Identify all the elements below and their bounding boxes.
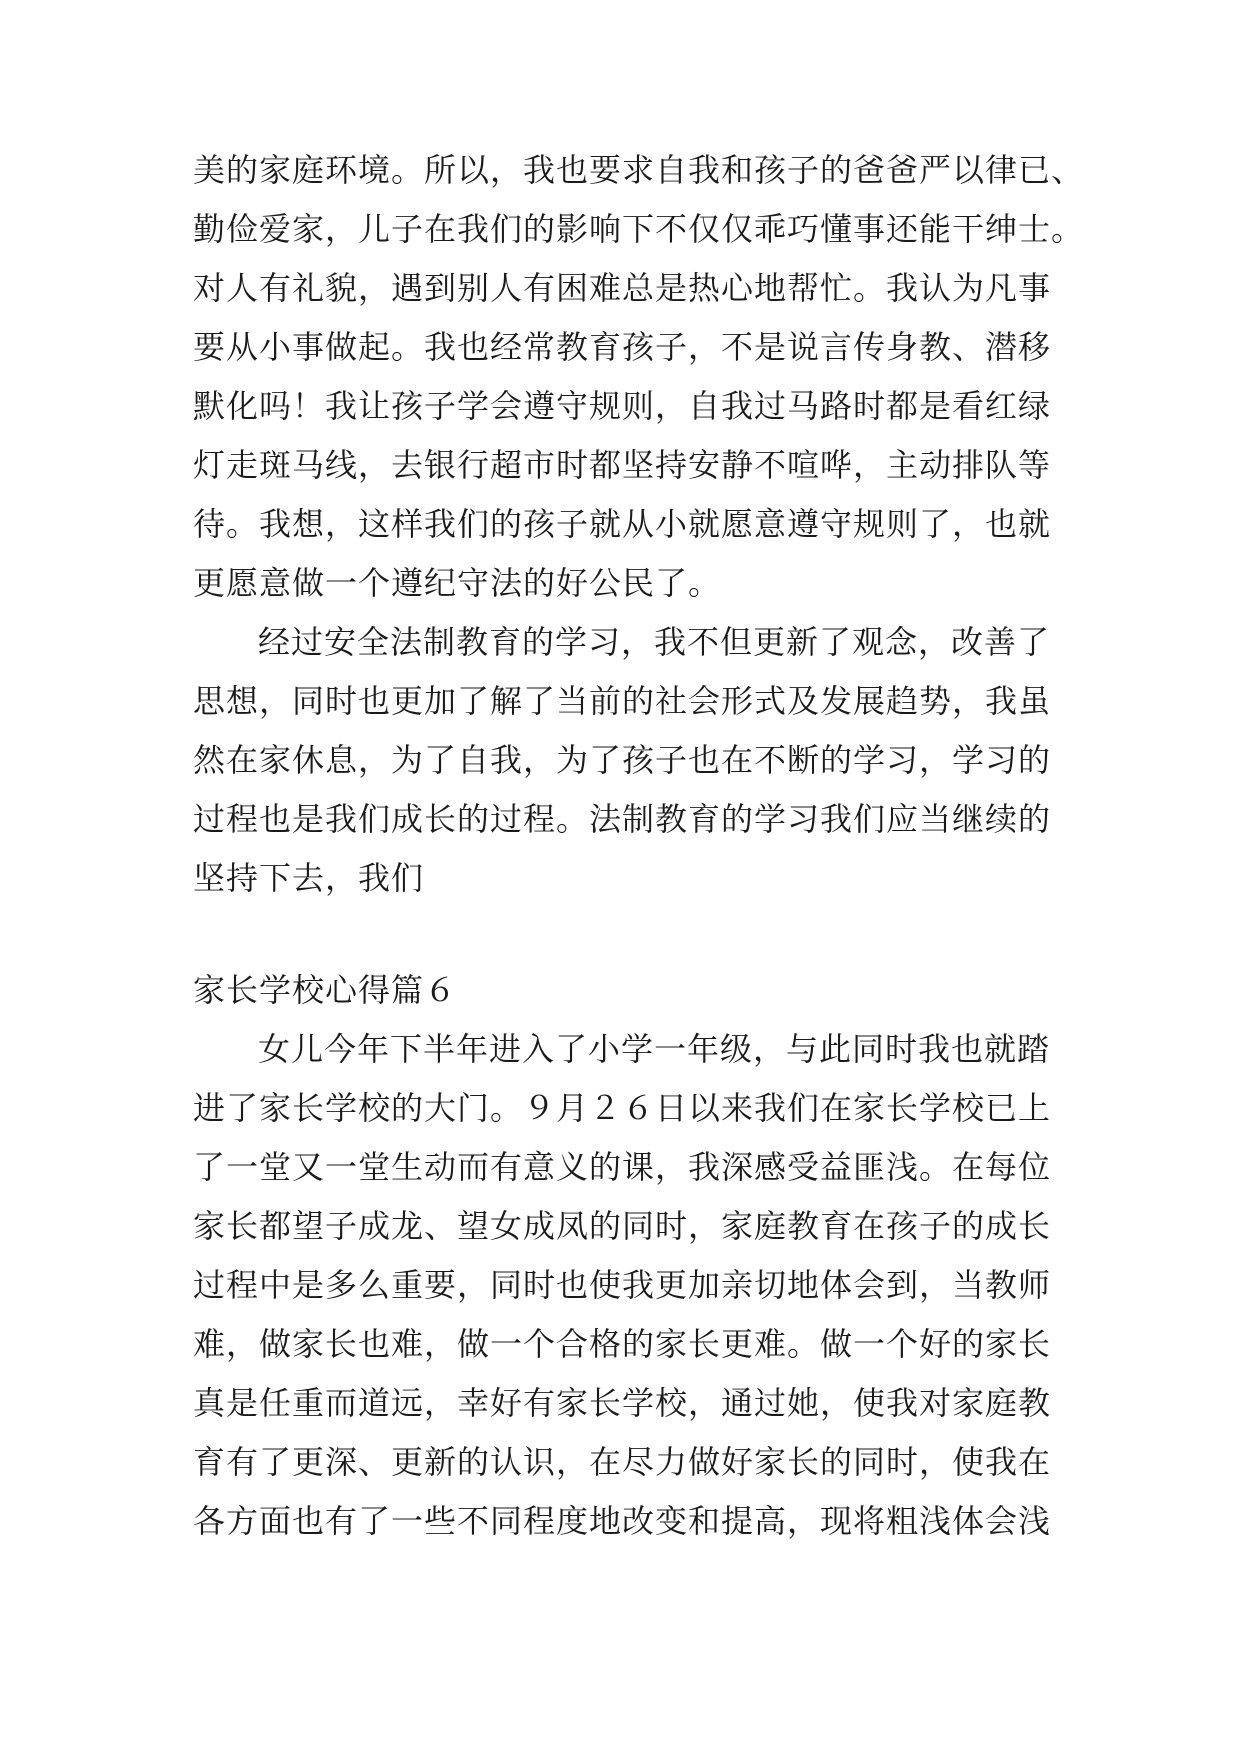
section-heading: 家长学校心得篇６ [193, 971, 458, 1009]
paragraph-line: 对人有礼貌，遇到别人有困难总是热心地帮忙。我认为凡事 [193, 269, 1052, 307]
paragraph-line: 要从小事做起。我也经常教育孩子，不是说言传身教、潜移 [193, 328, 1052, 366]
paragraph-line: 然在家休息，为了自我，为了孩子也在不断的学习，学习的 [193, 741, 1052, 779]
paragraph-line: 灯走斑马线，去银行超市时都坚持安静不喧哗，主动排队等 [193, 446, 1052, 484]
paragraph-line: 勤俭爱家，儿子在我们的影响下不仅仅乖巧懂事还能干绅士。 [193, 210, 1085, 248]
paragraph-line: 美的家庭环境。所以，我也要求自我和孩子的爸爸严以律已、 [193, 151, 1085, 189]
paragraph-line: 思想，同时也更加了解了当前的社会形式及发展趋势，我虽 [193, 682, 1052, 720]
paragraph-line: 育有了更深、更新的认识，在尽力做好家长的同时，使我在 [193, 1443, 1052, 1481]
paragraph-line: 过程也是我们成长的过程。法制教育的学习我们应当继续的 [193, 800, 1052, 838]
paragraph-line: 了一堂又一堂生动而有意义的课，我深感受益匪浅。在每位 [193, 1148, 1052, 1186]
paragraph-line: 家长都望子成龙、望女成凤的同时，家庭教育在孩子的成长 [193, 1207, 1052, 1245]
paragraph-line: 更愿意做一个遵纪守法的好公民了。 [193, 564, 722, 602]
paragraph-line: 过程中是多么重要，同时也使我更加亲切地体会到，当教师 [193, 1266, 1052, 1304]
paragraph-line: 难，做家长也难，做一个合格的家长更难。做一个好的家长 [193, 1325, 1052, 1363]
paragraph-line: 待。我想，这样我们的孩子就从小就愿意遵守规则了，也就 [193, 505, 1052, 543]
paragraph-line: 经过安全法制教育的学习，我不但更新了观念，改善了 [258, 623, 1051, 661]
paragraph-line: 默化吗！我让孩子学会遵守规则，自我过马路时都是看红绿 [193, 387, 1052, 425]
paragraph-line: 各方面也有了一些不同程度地改变和提高，现将粗浅体会浅 [193, 1502, 1052, 1540]
paragraph-line: 女儿今年下半年进入了小学一年级，与此同时我也就踏 [258, 1030, 1051, 1068]
paragraph-line: 真是任重而道远，幸好有家长学校，通过她，使我对家庭教 [193, 1384, 1052, 1422]
paragraph-line: 进了家长学校的大门。９月２６日以来我们在家长学校已上 [193, 1089, 1052, 1127]
paragraph-line: 坚持下去，我们 [193, 859, 425, 897]
